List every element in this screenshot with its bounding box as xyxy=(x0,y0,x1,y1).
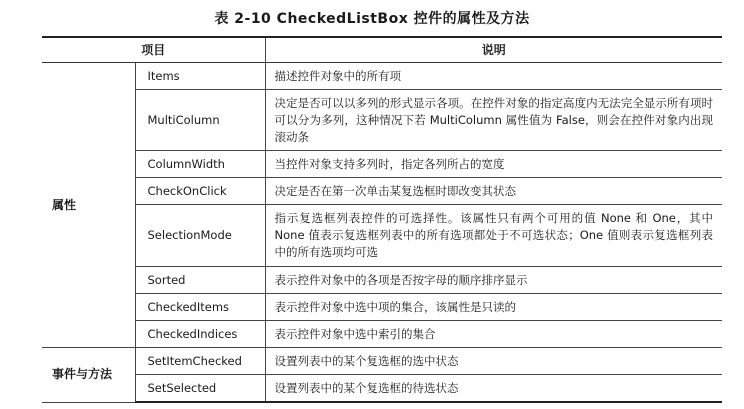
row-name: SetSelected xyxy=(135,375,265,403)
row-description: 指示复选框列表控件的可选择性。该属性只有两个可用的值 None 和 One，其中 None 值表示复选框列表中的所有选项都处于不可选状态；One 值则表示复选框列表中的所有选项均可选 xyxy=(265,205,722,267)
header-item: 项目 xyxy=(42,37,265,63)
table-row xyxy=(42,294,722,321)
row-description: 决定是否可以以多列的形式显示各项。在控件对象的指定高度内无法完全显示所有项时可以分为多列，这种情况下若 MultiColumn 属性值为 False，则会在控件对象内出现滚动条 xyxy=(265,90,722,151)
table-row xyxy=(42,178,722,205)
table-header-row xyxy=(42,37,722,63)
row-name: ColumnWidth xyxy=(135,151,265,178)
row-description: 设置列表中的某个复选框的选中状态 xyxy=(265,348,722,375)
table-row xyxy=(42,63,722,90)
row-description: 设置列表中的某个复选框的待选状态 xyxy=(265,375,722,403)
table-caption: 表 2-10 CheckedListBox 控件的属性及方法 xyxy=(214,11,530,27)
row-name: MultiColumn xyxy=(135,90,265,151)
row-name: SelectionMode xyxy=(135,205,265,267)
row-description: 表示控件对象中选中项的集合，该属性是只读的 xyxy=(265,294,722,321)
row-name: CheckOnClick xyxy=(135,178,265,205)
row-name: Items xyxy=(135,63,265,90)
table-row xyxy=(42,90,722,151)
row-name: Sorted xyxy=(135,267,265,294)
row-name: SetItemChecked xyxy=(135,348,265,375)
row-description: 描述控件对象中的所有项 xyxy=(265,63,722,90)
row-description: 决定是否在第一次单击某复选框时即改变其状态 xyxy=(265,178,722,205)
table-row xyxy=(42,375,722,403)
row-name: CheckedIndices xyxy=(135,321,265,348)
table-row xyxy=(42,321,722,348)
table-row xyxy=(42,151,722,178)
table-row xyxy=(42,348,722,375)
table-row xyxy=(42,267,722,294)
group-label-properties: 属性 xyxy=(42,63,135,348)
group-label-events-methods: 事件与方法 xyxy=(42,348,135,403)
row-name: CheckedItems xyxy=(135,294,265,321)
properties-table xyxy=(42,36,722,403)
row-description: 表示控件对象中的各项是否按字母的顺序排序显示 xyxy=(265,267,722,294)
row-description: 当控件对象支持多列时，指定各列所占的宽度 xyxy=(265,151,722,178)
row-description: 表示控件对象中选中索引的集合 xyxy=(265,321,722,348)
table-row xyxy=(42,205,722,267)
header-description: 说明 xyxy=(265,37,722,63)
properties-table-container xyxy=(42,36,722,403)
